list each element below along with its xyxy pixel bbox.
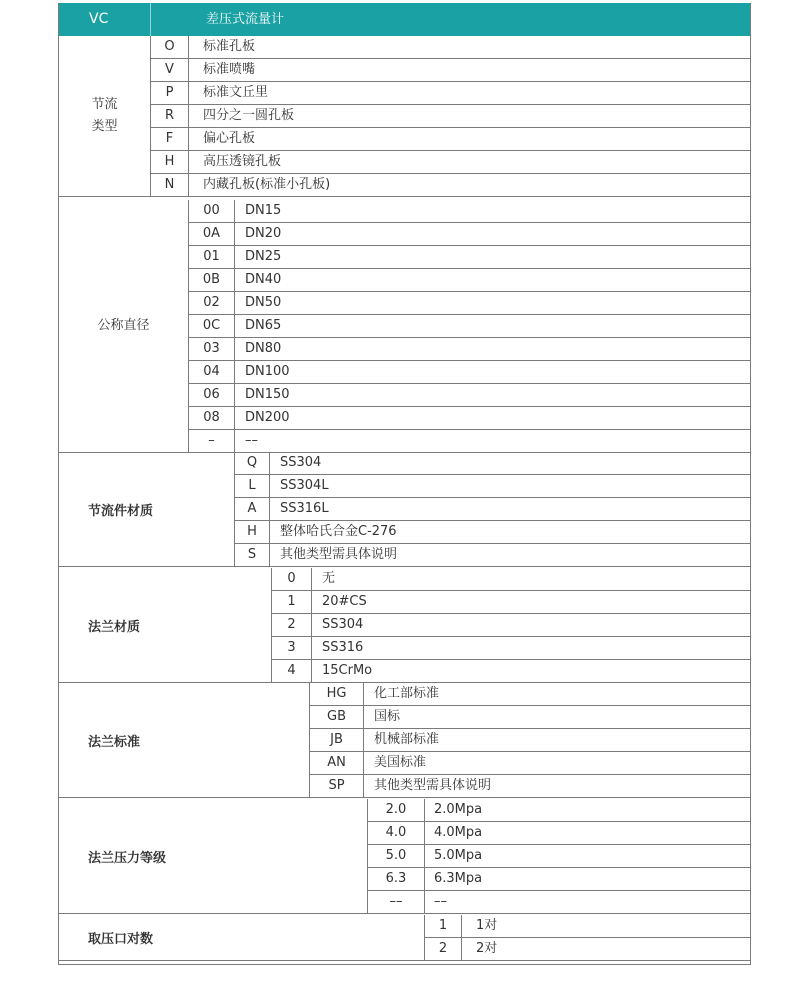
option-desc: 4.0Mpa bbox=[434, 825, 483, 840]
option-desc: DN40 bbox=[245, 272, 282, 287]
option-code: – bbox=[189, 430, 235, 452]
option-code: P bbox=[151, 82, 189, 104]
option-row bbox=[367, 868, 750, 891]
option-code: 2.0 bbox=[368, 799, 425, 821]
option-row bbox=[424, 915, 750, 938]
option-code: A bbox=[235, 498, 270, 520]
option-desc: DN150 bbox=[245, 387, 290, 402]
option-list bbox=[367, 799, 750, 914]
option-row bbox=[309, 729, 750, 752]
option-row bbox=[367, 799, 750, 822]
option-desc: 其他类型需具体说明 bbox=[280, 547, 398, 562]
section-label: 取压口对数 bbox=[88, 932, 154, 947]
option-desc: DN80 bbox=[245, 341, 282, 356]
option-desc: 标准文丘里 bbox=[203, 85, 269, 100]
option-desc: 标准孔板 bbox=[203, 39, 256, 54]
option-code: S bbox=[235, 544, 270, 566]
option-desc: 机械部标准 bbox=[374, 732, 440, 747]
option-list bbox=[309, 683, 750, 798]
option-list bbox=[150, 36, 750, 197]
option-desc: DN50 bbox=[245, 295, 282, 310]
option-row bbox=[367, 891, 750, 913]
option-code: 08 bbox=[189, 407, 235, 429]
option-desc: 四分之一圆孔板 bbox=[203, 108, 295, 123]
option-desc: 高压透镜孔板 bbox=[203, 154, 282, 169]
option-code: 1 bbox=[425, 915, 462, 937]
option-list bbox=[424, 915, 750, 961]
option-desc: DN200 bbox=[245, 410, 290, 425]
option-code: 2 bbox=[425, 938, 462, 960]
option-desc: DN25 bbox=[245, 249, 282, 264]
section-label: 节流件材质 bbox=[88, 503, 154, 519]
option-row bbox=[367, 822, 750, 845]
option-code: H bbox=[235, 521, 270, 543]
section-2 bbox=[59, 200, 750, 453]
option-row bbox=[309, 752, 750, 775]
option-desc: 2对 bbox=[476, 941, 498, 956]
option-row bbox=[150, 82, 750, 105]
section-label: 节流 类型 bbox=[91, 97, 118, 134]
option-row bbox=[188, 246, 750, 269]
option-code: AN bbox=[310, 752, 364, 774]
option-row bbox=[188, 361, 750, 384]
option-row bbox=[309, 683, 750, 706]
section-label: 法兰标准 bbox=[88, 734, 141, 750]
option-code: 4 bbox=[272, 660, 312, 682]
option-row bbox=[188, 292, 750, 315]
option-desc: 标准喷嘴 bbox=[203, 62, 256, 77]
option-desc: SS316 bbox=[322, 640, 364, 655]
option-row bbox=[234, 521, 750, 544]
option-row bbox=[188, 384, 750, 407]
option-code: SP bbox=[310, 775, 364, 797]
option-code: 01 bbox=[189, 246, 235, 268]
option-row bbox=[150, 36, 750, 59]
option-desc: 6.3Mpa bbox=[434, 871, 483, 886]
table-header bbox=[59, 3, 750, 36]
option-row bbox=[188, 338, 750, 361]
option-row bbox=[271, 660, 750, 682]
option-row bbox=[271, 637, 750, 660]
option-row bbox=[150, 105, 750, 128]
option-code: –– bbox=[368, 891, 425, 913]
option-desc: DN100 bbox=[245, 364, 290, 379]
option-row bbox=[150, 174, 750, 196]
option-desc: 15CrMo bbox=[322, 663, 373, 678]
option-code: O bbox=[151, 36, 189, 58]
option-code: 06 bbox=[189, 384, 235, 406]
option-row bbox=[309, 706, 750, 729]
option-list bbox=[271, 568, 750, 683]
section-5 bbox=[59, 683, 750, 798]
option-code: 5.0 bbox=[368, 845, 425, 867]
option-desc: 化工部标准 bbox=[374, 686, 440, 701]
option-desc: SS316L bbox=[280, 501, 329, 516]
option-code: 0 bbox=[272, 568, 312, 590]
option-row bbox=[188, 223, 750, 246]
option-code: 3 bbox=[272, 637, 312, 659]
option-code: F bbox=[151, 128, 189, 150]
option-code: 1 bbox=[272, 591, 312, 613]
option-row bbox=[271, 568, 750, 591]
option-row bbox=[150, 59, 750, 82]
option-row bbox=[271, 614, 750, 637]
option-row bbox=[309, 775, 750, 797]
option-row bbox=[188, 200, 750, 223]
option-row bbox=[188, 315, 750, 338]
option-code: 0A bbox=[189, 223, 235, 245]
option-code: V bbox=[151, 59, 189, 81]
option-row bbox=[234, 475, 750, 498]
option-row bbox=[234, 544, 750, 566]
option-code: N bbox=[151, 174, 189, 196]
section-label: 法兰材质 bbox=[88, 619, 141, 635]
option-desc: 2.0Mpa bbox=[434, 802, 483, 817]
option-code: 00 bbox=[189, 200, 235, 222]
option-code: 03 bbox=[189, 338, 235, 360]
option-row bbox=[150, 151, 750, 174]
option-code: 0C bbox=[189, 315, 235, 337]
option-row bbox=[234, 498, 750, 521]
option-code: 0B bbox=[189, 269, 235, 291]
option-row bbox=[271, 591, 750, 614]
section-label: 公称直径 bbox=[97, 318, 150, 333]
option-desc: SS304 bbox=[280, 455, 322, 470]
option-row bbox=[150, 128, 750, 151]
option-code: R bbox=[151, 105, 189, 127]
section-1 bbox=[59, 36, 750, 197]
option-desc: 无 bbox=[322, 571, 336, 586]
option-code: GB bbox=[310, 706, 364, 728]
model-code: VC bbox=[89, 11, 109, 27]
option-desc: 美国标准 bbox=[374, 755, 427, 770]
option-row bbox=[367, 845, 750, 868]
section-7 bbox=[59, 915, 750, 961]
spec-table bbox=[58, 3, 751, 965]
option-desc: 1对 bbox=[476, 918, 498, 933]
option-desc: SS304L bbox=[280, 478, 329, 493]
option-desc: 其他类型需具体说明 bbox=[374, 778, 492, 793]
section-3 bbox=[59, 452, 750, 567]
option-code: 04 bbox=[189, 361, 235, 383]
option-desc: 内藏孔板(标准小孔板) bbox=[203, 177, 331, 192]
option-code: 4.0 bbox=[368, 822, 425, 844]
option-code: 2 bbox=[272, 614, 312, 636]
option-desc: –– bbox=[245, 433, 258, 448]
section-4 bbox=[59, 568, 750, 683]
section-label: 法兰压力等级 bbox=[88, 850, 167, 866]
product-title: 差压式流量计 bbox=[206, 12, 285, 27]
option-desc: DN20 bbox=[245, 226, 282, 241]
option-code: HG bbox=[310, 683, 364, 705]
option-code: 02 bbox=[189, 292, 235, 314]
option-row bbox=[424, 938, 750, 960]
option-desc: 国标 bbox=[374, 709, 401, 724]
option-list bbox=[188, 200, 750, 453]
option-desc: 整体哈氏合金C-276 bbox=[280, 524, 397, 539]
option-row bbox=[188, 407, 750, 430]
option-row bbox=[234, 452, 750, 475]
option-list bbox=[234, 452, 750, 567]
option-code: Q bbox=[235, 452, 270, 474]
header-divider bbox=[150, 3, 151, 36]
option-desc: DN15 bbox=[245, 203, 282, 218]
option-desc: 20#CS bbox=[322, 594, 367, 609]
option-code: JB bbox=[310, 729, 364, 751]
section-6 bbox=[59, 799, 750, 914]
option-desc: –– bbox=[434, 894, 447, 909]
option-desc: SS304 bbox=[322, 617, 364, 632]
option-code: 6.3 bbox=[368, 868, 425, 890]
option-desc: 5.0Mpa bbox=[434, 848, 483, 863]
option-row bbox=[188, 430, 750, 452]
option-row bbox=[188, 269, 750, 292]
option-desc: 偏心孔板 bbox=[203, 131, 256, 146]
option-code: L bbox=[235, 475, 270, 497]
option-code: H bbox=[151, 151, 189, 173]
option-desc: DN65 bbox=[245, 318, 282, 333]
